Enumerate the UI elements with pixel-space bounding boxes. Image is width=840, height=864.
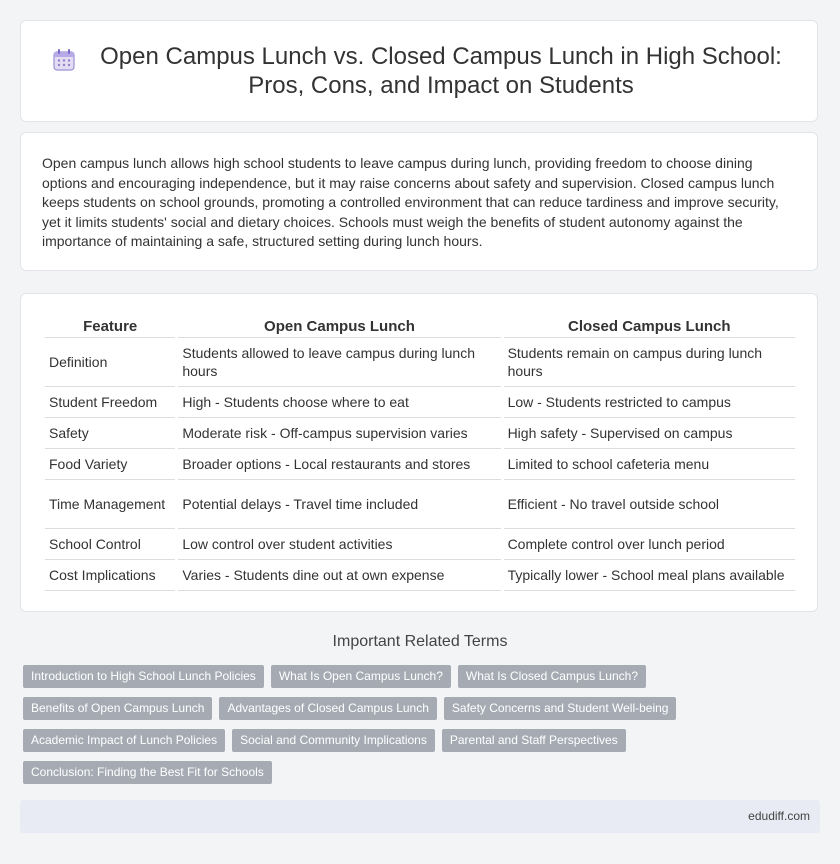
feature-cell: School Control bbox=[45, 529, 175, 560]
related-term-tag[interactable]: Introduction to High School Lunch Policies bbox=[23, 665, 264, 688]
feature-cell: Student Freedom bbox=[45, 387, 175, 418]
related-term-tag[interactable]: Benefits of Open Campus Lunch bbox=[23, 697, 212, 720]
related-term-tag[interactable]: Advantages of Closed Campus Lunch bbox=[219, 697, 436, 720]
open-cell: Moderate risk - Off-campus supervision varies bbox=[178, 418, 500, 449]
table-row bbox=[45, 449, 795, 480]
table-row bbox=[45, 529, 795, 560]
closed-cell: Typically lower - School meal plans available bbox=[504, 560, 795, 591]
related-term-tag[interactable]: Parental and Staff Perspectives bbox=[442, 729, 626, 752]
intro-paragraph: Open campus lunch allows high school students to leave campus during lunch, providing freedom to choose dining options and encouraging independence, but it may raise concerns about safety and supervision. Closed campus lunch keeps students on school grounds, promoting a controlled environment that can reduce tardiness and improve security, yet it limits students' social and dietary choices. Schools must weigh the benefits of student autonomy against the importance of maintaining a safe, structured setting during lunch hours. bbox=[42, 155, 779, 250]
closed-cell: Low - Students restricted to campus bbox=[504, 387, 795, 418]
open-cell: Broader options - Local restaurants and stores bbox=[178, 449, 500, 480]
closed-cell: High safety - Supervised on campus bbox=[504, 418, 795, 449]
closed-cell: Complete control over lunch period bbox=[504, 529, 795, 560]
feature-cell: Safety bbox=[45, 418, 175, 449]
table-row bbox=[45, 338, 795, 387]
closed-cell: Efficient - No travel outside school bbox=[504, 480, 795, 529]
title-card bbox=[20, 20, 818, 122]
open-cell: Varies - Students dine out at own expense bbox=[178, 560, 500, 591]
open-cell: Low control over student activities bbox=[178, 529, 500, 560]
related-term-tag[interactable]: Safety Concerns and Student Well-being bbox=[444, 697, 677, 720]
feature-cell: Food Variety bbox=[45, 449, 175, 480]
table-header-row bbox=[45, 314, 795, 338]
footer bbox=[20, 800, 820, 833]
table-row bbox=[45, 418, 795, 449]
related-terms-heading: Important Related Terms bbox=[332, 633, 508, 650]
closed-cell: Limited to school cafeteria menu bbox=[504, 449, 795, 480]
table-row bbox=[45, 480, 795, 529]
related-term-tag[interactable]: What Is Open Campus Lunch? bbox=[271, 665, 451, 688]
related-terms-list bbox=[23, 665, 823, 793]
feature-cell: Cost Implications bbox=[45, 560, 175, 591]
table-row bbox=[45, 387, 795, 418]
closed-cell: Students remain on campus during lunch hours bbox=[504, 338, 795, 387]
calendar-icon bbox=[51, 47, 77, 73]
header-open-campus: Open Campus Lunch bbox=[178, 314, 500, 338]
comparison-table bbox=[42, 314, 798, 591]
table-row bbox=[45, 560, 795, 591]
feature-cell: Time Management bbox=[45, 480, 175, 529]
intro-card bbox=[20, 132, 818, 271]
open-cell: Potential delays - Travel time included bbox=[178, 480, 500, 529]
feature-cell: Definition bbox=[45, 338, 175, 387]
related-term-tag[interactable]: What Is Closed Campus Lunch? bbox=[458, 665, 646, 688]
page-title: Open Campus Lunch vs. Closed Campus Lunch in High School: Pros, Cons, and Impact on Students bbox=[100, 43, 782, 99]
footer-site-link[interactable]: edudiff.com bbox=[748, 809, 810, 823]
header-feature: Feature bbox=[45, 314, 175, 338]
comparison-card bbox=[20, 293, 818, 612]
related-term-tag[interactable]: Conclusion: Finding the Best Fit for Schools bbox=[23, 761, 272, 784]
related-term-tag[interactable]: Social and Community Implications bbox=[232, 729, 435, 752]
header-closed-campus: Closed Campus Lunch bbox=[504, 314, 795, 338]
open-cell: Students allowed to leave campus during lunch hours bbox=[178, 338, 500, 387]
related-term-tag[interactable]: Academic Impact of Lunch Policies bbox=[23, 729, 225, 752]
open-cell: High - Students choose where to eat bbox=[178, 387, 500, 418]
